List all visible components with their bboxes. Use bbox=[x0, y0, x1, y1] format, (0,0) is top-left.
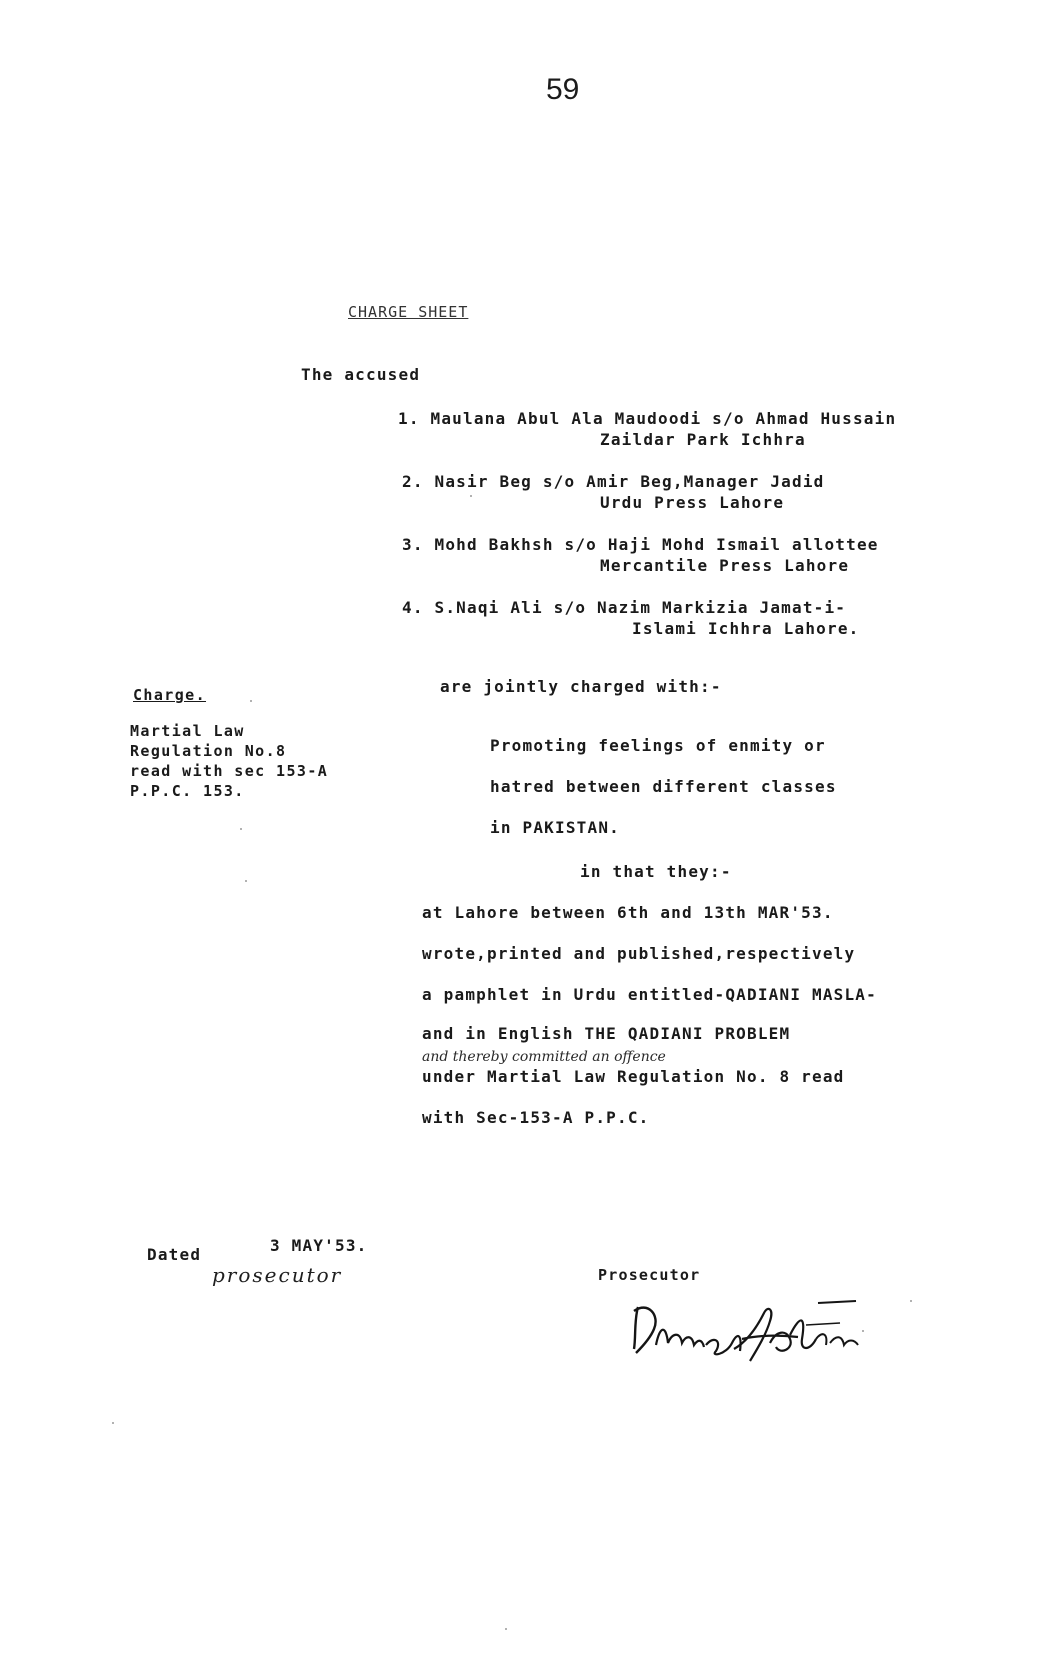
handwritten-insertion: and thereby committed an offence bbox=[422, 1049, 666, 1065]
accused-3-line1: 3. Mohd Bakhsh s/o Haji Mohd Ismail allottee bbox=[402, 535, 879, 554]
accused-2-line1: 2. Nasir Beg s/o Amir Beg,Manager Jadid bbox=[402, 472, 825, 491]
dated-value: 3 MAY'53. bbox=[270, 1236, 368, 1255]
particulars-line2: wrote,printed and published,respectively bbox=[422, 944, 856, 963]
charge-sheet-title: CHARGE SHEET bbox=[348, 303, 469, 321]
offence-line3: in PAKISTAN. bbox=[490, 818, 620, 837]
accused-4-line2: Islami Ichhra Lahore. bbox=[632, 619, 860, 638]
offence-line1: Promoting feelings of enmity or bbox=[490, 736, 826, 755]
particulars-line5: under Martial Law Regulation No. 8 read bbox=[422, 1067, 845, 1086]
charge-section-line3: read with sec 153-A bbox=[130, 762, 329, 780]
page-number: 59 bbox=[546, 73, 580, 106]
particulars-line4: and in English THE QADIANI PROBLEM bbox=[422, 1024, 791, 1043]
charge-label: Charge. bbox=[133, 686, 207, 704]
charge-section-line4: P.P.C. 153. bbox=[130, 782, 245, 800]
accused-intro: The accused bbox=[301, 365, 421, 384]
accused-3-line2: Mercantile Press Lahore bbox=[600, 556, 850, 575]
charge-section-line2: Regulation No.8 bbox=[130, 742, 287, 760]
jointly-charged: are jointly charged with:- bbox=[440, 677, 722, 696]
accused-1-line1: 1. Maulana Abul Ala Maudoodi s/o Ahmad Hussain bbox=[398, 409, 897, 428]
prosecutor-right-label: Prosecutor bbox=[598, 1266, 701, 1284]
offence-line2: hatred between different classes bbox=[490, 777, 837, 796]
accused-4-line1: 4. S.Naqi Ali s/o Nazim Markizia Jamat-i- bbox=[402, 598, 847, 617]
particulars-line1: at Lahore between 6th and 13th MAR'53. bbox=[422, 903, 834, 922]
prosecutor-left-label: prosecutor bbox=[212, 1263, 343, 1287]
dated-label: Dated bbox=[147, 1245, 202, 1264]
particulars-line3: a pamphlet in Urdu entitled-QADIANI MASLA- bbox=[422, 985, 877, 1004]
charge-section-line1: Martial Law bbox=[130, 722, 245, 740]
accused-1-line2: Zaildar Park Ichhra bbox=[600, 430, 806, 449]
prosecutor-signature bbox=[630, 1295, 885, 1365]
particulars-line6: with Sec-153-A P.P.C. bbox=[422, 1108, 650, 1127]
accused-2-line2: Urdu Press Lahore bbox=[600, 493, 785, 512]
in-that-they: in that they:- bbox=[580, 862, 732, 881]
